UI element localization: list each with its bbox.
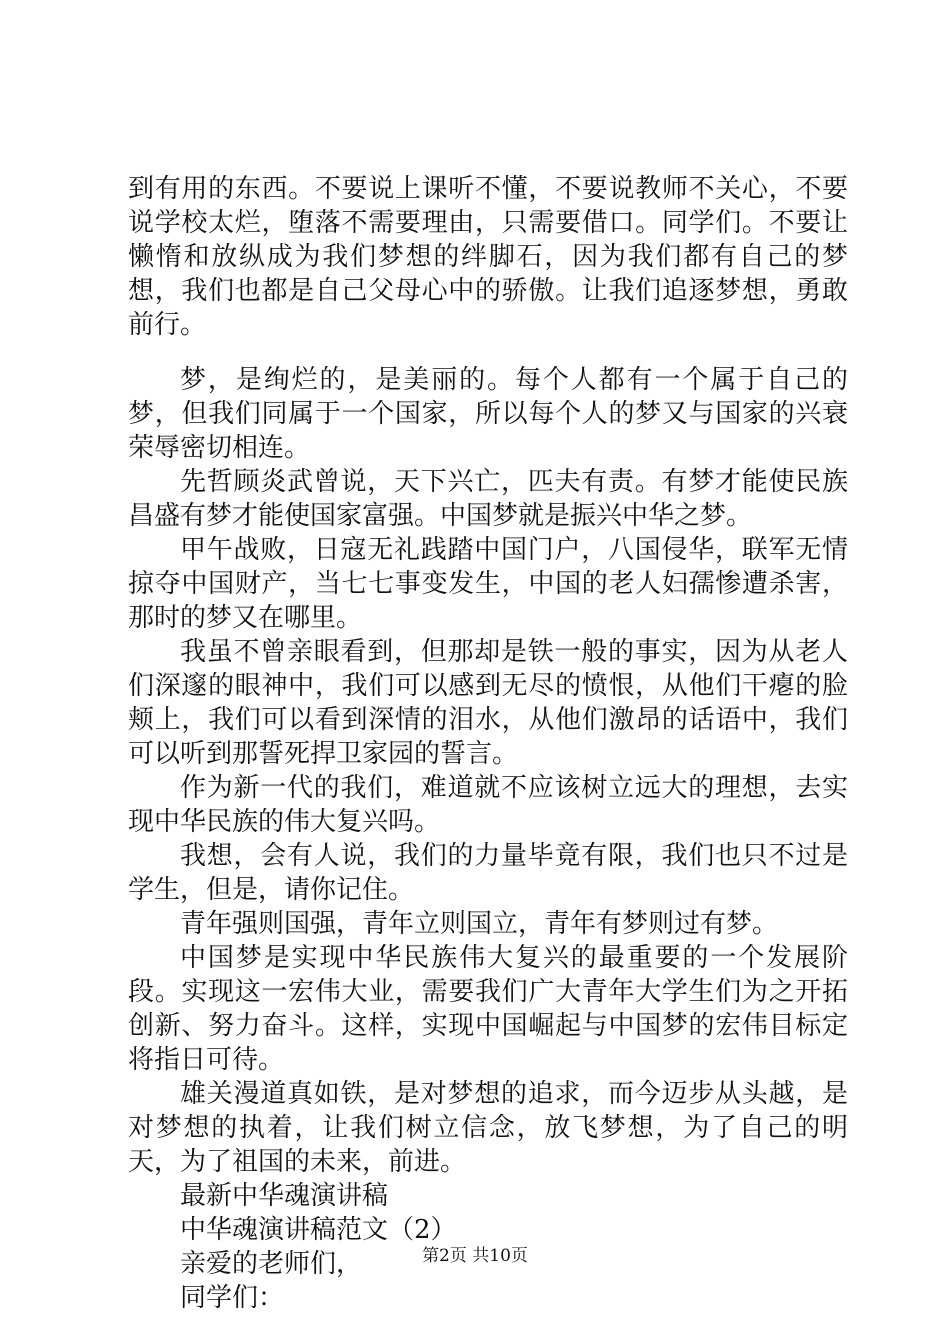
paragraph-gu-yanwu: 先哲顾炎武曾说，天下兴亡，匹夫有责。有梦才能使民族昌盛有梦才能使国家富强。中国梦就是振兴中华之梦。 (128, 467, 848, 531)
paragraph-youth: 青年强则国强，青年立则国立，青年有梦则过有梦。 (180, 909, 779, 939)
paragraph-dream: 梦，是绚烂的，是美丽的。每个人都有一个属于自己的梦，但我们同属于一个国家，所以每个人的梦又与国家的兴衰荣辱密切相连。 (128, 365, 848, 463)
paragraph-china-dream: 中国梦是实现中华民族伟大复兴的最重要的一个发展阶段。实现这一宏伟大业，需要我们广大青年大学生们为之开拓创新、努力奋斗。这样，实现中国崛起与中国梦的宏伟目标定将指日可待。 (128, 943, 848, 1075)
heading-latest-speech: 最新中华魂演讲稿 (180, 1181, 389, 1211)
page-number-footer: 第2页 共10页 (422, 1246, 528, 1266)
paragraph-new-generation: 作为新一代的我们，难道就不应该树立远大的理想，去实现中华民族的伟大复兴吗。 (128, 773, 848, 837)
paragraph-continuation: 到有用的东西。不要说上课听不懂，不要说教师不关心，不要说学校太烂，堕落不需要理由，只需要借口。同学们。不要让懒惰和放纵成为我们梦想的绊脚石，因为我们都有自己的梦想，我们也都是自己父母心中的骄傲。让我们追逐梦想，勇敢前行。 (128, 174, 848, 340)
paragraph-students: 我想，会有人说，我们的力量毕竟有限，我们也只不过是学生，但是，请你记住。 (128, 841, 848, 905)
document-body (128, 172, 848, 1315)
paragraph-elders: 我虽不曾亲眼看到，但那却是铁一般的事实，因为从老人们深邃的眼神中，我们可以感到无尽的愤恨，从他们干瘪的脸颊上，我们可以看到深情的泪水，从他们激昂的话语中，我们可以听到那誓死捍卫家园的誓言。 (128, 637, 848, 769)
paragraph-history: 甲午战败，日寇无礼践踏中国门户，八国侵华，联军无情掠夺中国财产，当七七事变发生，中国的老人妇孺惨遭杀害，那时的梦又在哪里。 (128, 535, 848, 633)
salutation-teachers: 亲爱的老师们， (180, 1249, 363, 1279)
paragraph-gap (128, 342, 848, 363)
paragraph-conclusion: 雄关漫道真如铁，是对梦想的追求，而今迈步从头越，是对梦想的执着，让我们树立信念，放飞梦想，为了自己的明天，为了祖国的未来，前进。 (128, 1079, 848, 1177)
heading-speech-sample: 中华魂演讲稿范文（2） (180, 1215, 457, 1245)
salutation-students: 同学们： (180, 1283, 285, 1313)
